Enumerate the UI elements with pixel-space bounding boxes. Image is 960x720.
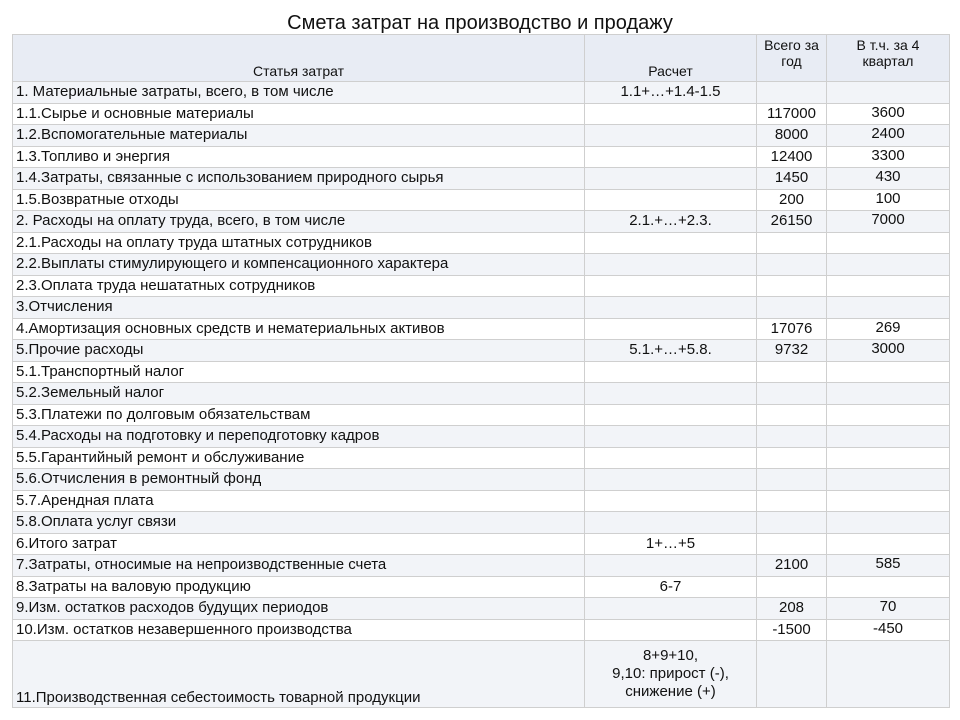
header-total: Всего за год [757,35,827,82]
cell-total: 200 [757,189,827,211]
cost-estimate-table [12,34,950,708]
table-row [13,426,950,448]
cell-total: 9732 [757,340,827,362]
cell-item: 2.1.Расходы на оплату труда штатных сотрудников [13,232,585,254]
cell-q4 [827,533,950,555]
table-row [13,555,950,577]
cell-q4: 2400 [827,125,950,147]
cell-q4 [827,82,950,104]
cell-q4 [827,641,950,708]
cell-calc [585,490,757,512]
cell-calc [585,189,757,211]
cell-q4 [827,254,950,276]
cell-item: 10.Изм. остатков незавершенного производства [13,619,585,641]
cell-total: 117000 [757,103,827,125]
cell-q4: 70 [827,598,950,620]
table-row [13,447,950,469]
cell-total [757,297,827,319]
table-row [13,254,950,276]
cell-item: 2.2.Выплаты стимулирующего и компенсационного характера [13,254,585,276]
table-row [13,232,950,254]
cell-total [757,469,827,491]
cell-item: 1.5.Возвратные отходы [13,189,585,211]
table-row [13,168,950,190]
table-row [13,383,950,405]
cell-item: 5.8.Оплата услуг связи [13,512,585,534]
cell-item: 5.5.Гарантийный ремонт и обслуживание [13,447,585,469]
cell-item: 2.3.Оплата труда нешататных сотрудников [13,275,585,297]
cell-total: 17076 [757,318,827,340]
table-row [13,211,950,233]
cell-item: 1.4.Затраты, связанные с использованием природного сырья [13,168,585,190]
cell-calc [585,598,757,620]
table-row [13,469,950,491]
cell-q4: 3000 [827,340,950,362]
cell-q4: 3300 [827,146,950,168]
cell-calc [585,275,757,297]
cell-total [757,490,827,512]
cell-item: 5.4.Расходы на подготовку и переподготовку кадров [13,426,585,448]
cell-calc [585,383,757,405]
table-row [13,189,950,211]
cell-total: -1500 [757,619,827,641]
table-row [13,340,950,362]
cell-calc [585,447,757,469]
table-row [13,361,950,383]
cell-item: 11.Производственная себестоимость товарной продукции [13,641,585,708]
cell-calc [585,404,757,426]
cell-q4: 3600 [827,103,950,125]
cell-total: 26150 [757,211,827,233]
cell-item: 5.7.Арендная плата [13,490,585,512]
cell-item: 5.1.Транспортный налог [13,361,585,383]
cell-calc [585,512,757,534]
cell-calc [585,361,757,383]
cell-calc: 1+…+5 [585,533,757,555]
cell-total [757,533,827,555]
cell-total [757,576,827,598]
cell-q4: 585 [827,555,950,577]
table-row [13,318,950,340]
cell-calc [585,168,757,190]
table-row [13,275,950,297]
cell-q4: 100 [827,189,950,211]
cell-item: 4.Амортизация основных средств и нематериальных активов [13,318,585,340]
cell-q4 [827,383,950,405]
cell-total [757,232,827,254]
cell-q4 [827,512,950,534]
cell-calc: 6-7 [585,576,757,598]
cell-calc: 5.1.+…+5.8. [585,340,757,362]
cell-item: 1.2.Вспомогательные материалы [13,125,585,147]
cell-item: 2. Расходы на оплату труда, всего, в том числе [13,211,585,233]
table-row [13,490,950,512]
table-row [13,576,950,598]
cell-total [757,275,827,297]
cell-q4 [827,361,950,383]
cell-calc [585,426,757,448]
table-row [13,82,950,104]
cell-total [757,426,827,448]
cell-q4: 430 [827,168,950,190]
cell-item: 1.3.Топливо и энергия [13,146,585,168]
table-row [13,404,950,426]
table-row [13,297,950,319]
cell-q4 [827,447,950,469]
cell-total [757,404,827,426]
cell-calc [585,125,757,147]
header-q4: В т.ч. за 4 квартал [827,35,950,82]
cell-calc [585,146,757,168]
table-row [13,619,950,641]
cell-total: 8000 [757,125,827,147]
table-row [13,146,950,168]
cell-item: 3.Отчисления [13,297,585,319]
header-calc: Расчет [585,35,757,82]
cell-calc [585,619,757,641]
cell-q4: 7000 [827,211,950,233]
cell-calc [585,318,757,340]
cell-item: 6.Итого затрат [13,533,585,555]
cell-total: 2100 [757,555,827,577]
cell-total: 12400 [757,146,827,168]
cell-total: 208 [757,598,827,620]
cell-q4 [827,404,950,426]
cell-total [757,512,827,534]
table-row [13,533,950,555]
cell-q4: 269 [827,318,950,340]
cell-calc: 8+9+10, 9,10: прирост (-), снижение (+) [585,641,757,708]
cell-item: 5.3.Платежи по долговым обязательствам [13,404,585,426]
table-row [13,641,950,708]
cell-item: 5.Прочие расходы [13,340,585,362]
cell-q4 [827,576,950,598]
cell-item: 5.2.Земельный налог [13,383,585,405]
cell-q4 [827,232,950,254]
cell-total [757,641,827,708]
cell-calc [585,254,757,276]
cell-item: 1.1.Сырье и основные материалы [13,103,585,125]
cell-q4 [827,490,950,512]
cell-calc [585,232,757,254]
table-row [13,598,950,620]
table-row [13,125,950,147]
cell-calc: 2.1.+…+2.3. [585,211,757,233]
cell-item: 1. Материальные затраты, всего, в том числе [13,82,585,104]
cell-calc [585,103,757,125]
cell-item: 7.Затраты, относимые на непроизводственные счета [13,555,585,577]
cell-calc [585,469,757,491]
cell-calc [585,555,757,577]
header-item: Статья затрат [13,35,585,82]
table-header-row [13,35,950,82]
cell-q4: -450 [827,619,950,641]
cell-total [757,82,827,104]
cell-calc: 1.1+…+1.4-1.5 [585,82,757,104]
cell-q4 [827,297,950,319]
cell-total [757,383,827,405]
cell-total [757,361,827,383]
cell-q4 [827,469,950,491]
cell-item: 8.Затраты на валовую продукцию [13,576,585,598]
table-row [13,512,950,534]
cell-total [757,447,827,469]
cell-calc [585,297,757,319]
cell-q4 [827,275,950,297]
page-title: Смета затрат на производство и продажу [287,12,673,34]
cell-item: 9.Изм. остатков расходов будущих периодов [13,598,585,620]
table-row [13,103,950,125]
cell-q4 [827,426,950,448]
cell-item: 5.6.Отчисления в ремонтный фонд [13,469,585,491]
cell-total [757,254,827,276]
cell-total: 1450 [757,168,827,190]
